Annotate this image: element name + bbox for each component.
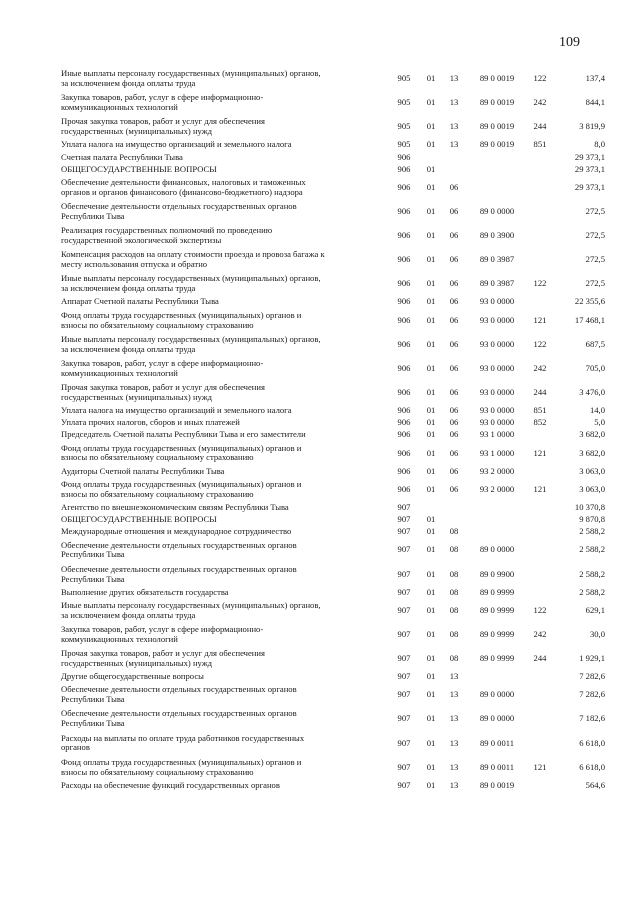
subsection-code: 08 (449, 604, 459, 615)
table-row (61, 647, 605, 671)
section-code: 01 (426, 73, 436, 84)
subsection-code: 13 (449, 761, 459, 772)
department-code: 907 (397, 586, 411, 597)
section-code: 01 (426, 544, 436, 555)
table-row (61, 151, 605, 163)
subsection-code: 06 (449, 405, 459, 416)
expense-type-code: 121 (533, 314, 547, 325)
row-description: Счетная палата Республики Тыва (61, 151, 183, 162)
target-article-code: 89 0 0019 (479, 73, 515, 84)
amount: 10 370,8 (574, 501, 605, 512)
section-code: 01 (426, 653, 436, 664)
table-row (61, 224, 605, 248)
section-code: 01 (426, 139, 436, 150)
table-row (61, 683, 605, 707)
row-description: Выполнение других обязательств государства (61, 586, 229, 597)
subsection-code: 13 (449, 73, 459, 84)
department-code: 905 (397, 97, 411, 108)
department-code: 907 (397, 544, 411, 555)
amount: 3 682,0 (579, 447, 605, 458)
row-description: Аудиторы Счетной палаты Республики Тыва (61, 465, 225, 476)
target-article-code: 93 0 0000 (479, 314, 515, 325)
section-code: 01 (426, 526, 436, 537)
subsection-code: 08 (449, 628, 459, 639)
target-article-code (467, 176, 527, 200)
amount: 29 373,1 (574, 151, 605, 162)
subsection-code: 06 (449, 314, 459, 325)
subsection-code: 06 (449, 296, 459, 307)
subsection-code: 08 (449, 586, 459, 597)
department-code: 905 (397, 73, 411, 84)
expense-type-code: 244 (533, 386, 547, 397)
subsection-code: 13 (449, 121, 459, 132)
section-code: 01 (426, 338, 436, 349)
department-code: 907 (397, 604, 411, 615)
target-article-code: 89 0 0000 (479, 689, 515, 700)
subsection-code: 06 (449, 338, 459, 349)
department-code: 906 (397, 338, 411, 349)
subsection-code: 08 (449, 653, 459, 664)
target-article-code: 89 0 0019 (479, 121, 515, 132)
department-code: 906 (397, 483, 411, 494)
table-row (61, 272, 605, 296)
department-code: 907 (397, 671, 411, 682)
subsection-code: 06 (449, 429, 459, 440)
department-code: 906 (397, 417, 411, 428)
section-code: 01 (426, 689, 436, 700)
table-row (61, 357, 605, 381)
page-number: 109 (559, 35, 580, 50)
amount: 2 588,2 (579, 544, 605, 555)
section-code: 01 (426, 483, 436, 494)
row-description: Аппарат Счетной палаты Республики Тыва (61, 296, 219, 307)
department-code: 905 (397, 121, 411, 132)
section-code: 01 (426, 163, 436, 174)
amount: 29 373,1 (574, 181, 605, 192)
row-description: Фонд оплаты труда государственных (муниципальных) органов и взносы по обязательному социальному страхованию (61, 442, 302, 463)
target-article-code: 89 0 0011 (479, 737, 515, 748)
department-code: 906 (397, 386, 411, 397)
row-description: Уплата прочих налогов, сборов и иных платежей (61, 417, 240, 428)
target-article-code (467, 671, 527, 683)
table-row (61, 417, 605, 429)
row-description: Уплата налога на имущество организаций и земельного налога (61, 139, 292, 150)
row-description: Закупка товаров, работ, услуг в сфере информационно- коммуникационных технологий (61, 92, 264, 113)
row-description: Иные выплаты персоналу государственных (муниципальных) органов, за исключением фонда оплаты труда (61, 68, 321, 89)
amount: 3 063,0 (579, 465, 605, 476)
expense-type-code (527, 176, 553, 200)
table-row (61, 164, 605, 176)
amount: 2 588,2 (579, 568, 605, 579)
department-code: 907 (397, 761, 411, 772)
row-description: Обеспечение деятельности отдельных государственных органов Республики Тыва (61, 201, 297, 221)
expense-type-code (527, 200, 553, 224)
expense-type-code (527, 683, 553, 707)
table-row (61, 139, 605, 151)
target-article-code: 93 0 0000 (479, 296, 515, 307)
expense-type-code (527, 224, 553, 248)
subsection-code: 08 (449, 526, 459, 537)
table-row (61, 200, 605, 224)
expense-type-code (527, 164, 553, 176)
table-row (61, 562, 605, 586)
row-description: Закупка товаров, работ, услуг в сфере информационно- коммуникационных технологий (61, 357, 264, 378)
section-code (421, 502, 441, 514)
table-row (61, 91, 605, 115)
expense-type-code (527, 731, 553, 755)
target-article-code: 93 1 0000 (479, 429, 515, 440)
department-code: 906 (397, 206, 411, 217)
expense-type-code (527, 296, 553, 308)
section-code: 01 (426, 779, 436, 790)
table-row (61, 296, 605, 308)
target-article-code: 89 0 0000 (479, 206, 515, 217)
table-row (61, 248, 605, 272)
subsection-code (441, 151, 467, 163)
department-code: 907 (397, 737, 411, 748)
row-description: Обеспечение деятельности отдельных государственных органов Республики Тыва (61, 708, 297, 729)
section-code: 01 (426, 405, 436, 416)
table-row (61, 623, 605, 647)
expense-type-code (527, 780, 553, 792)
subsection-code: 06 (449, 230, 459, 241)
section-code: 01 (426, 314, 436, 325)
department-code: 907 (397, 526, 411, 537)
subsection-code (441, 164, 467, 176)
subsection-code (441, 514, 467, 526)
section-code: 01 (426, 465, 436, 476)
section-code: 01 (426, 278, 436, 289)
expense-type-code: 122 (533, 278, 547, 289)
table-row (61, 502, 605, 514)
expense-type-code (527, 514, 553, 526)
target-article-code: 93 1 0000 (479, 447, 515, 458)
row-description: Фонд оплаты труда государственных (муниципальных) органов и взносы по обязательному социальному страхованию (61, 478, 302, 499)
target-article-code (467, 502, 527, 514)
amount: 3 476,0 (579, 386, 605, 397)
subsection-code: 06 (449, 362, 459, 373)
target-article-code: 89 0 9900 (479, 568, 515, 579)
row-description: Обеспечение деятельности отдельных государственных органов Республики Тыва (61, 539, 297, 560)
expense-type-code: 851 (533, 139, 547, 150)
table-row (61, 538, 605, 562)
subsection-code: 06 (449, 386, 459, 397)
expense-type-code (527, 248, 553, 272)
section-code: 01 (426, 447, 436, 458)
section-code: 01 (426, 671, 436, 682)
target-article-code: 89 0 0000 (479, 544, 515, 555)
expense-type-code: 121 (533, 483, 547, 494)
budget-table-body (61, 67, 605, 792)
subsection-code: 06 (449, 206, 459, 217)
row-description: Обеспечение деятельности отдельных государственных органов Республики Тыва (61, 684, 297, 705)
subsection-code: 08 (449, 544, 459, 555)
department-code: 906 (397, 254, 411, 265)
amount: 272,5 (585, 206, 605, 217)
subsection-code (441, 502, 467, 514)
target-article-code: 93 2 0000 (479, 483, 515, 494)
amount: 9 870,8 (579, 514, 605, 525)
expense-type-code (527, 707, 553, 731)
amount: 272,5 (585, 254, 605, 265)
expense-type-code: 852 (533, 417, 547, 428)
subsection-code: 13 (449, 139, 459, 150)
section-code: 01 (426, 181, 436, 192)
row-description: Агентство по внешнеэкономическим связям Республики Тыва (61, 501, 289, 512)
table-row (61, 707, 605, 731)
budget-table (61, 67, 605, 792)
department-code: 907 (397, 713, 411, 724)
amount: 29 373,1 (574, 163, 605, 174)
row-description: Реализация государственных полномочий по проведению государственной экологической экспертизы (61, 225, 273, 246)
department-code: 906 (397, 230, 411, 241)
row-description: Иные выплаты персоналу государственных (муниципальных) органов, за исключением фонда оплаты труда (61, 333, 321, 354)
table-row (61, 67, 605, 91)
table-row (61, 429, 605, 441)
section-code: 01 (426, 230, 436, 241)
expense-type-code (527, 526, 553, 538)
department-code: 907 (397, 628, 411, 639)
table-row (61, 176, 605, 200)
department-code: 907 (397, 779, 411, 790)
department-code: 906 (397, 314, 411, 325)
amount: 7 282,6 (579, 689, 605, 700)
department-code: 907 (397, 653, 411, 664)
target-article-code: 89 0 9999 (479, 653, 515, 664)
table-row (61, 599, 605, 623)
row-description: Прочая закупка товаров, работ и услуг для обеспечения государственных (муниципальных) нужд (61, 381, 265, 402)
row-description: Фонд оплаты труда государственных (муниципальных) органов и взносы по обязательному социальному страхованию (61, 309, 302, 330)
target-article-code: 89 0 0019 (479, 779, 515, 790)
subsection-code: 06 (449, 417, 459, 428)
subsection-code: 06 (449, 465, 459, 476)
expense-type-code: 851 (533, 405, 547, 416)
subsection-code: 13 (449, 689, 459, 700)
target-article-code: 89 0 0000 (479, 713, 515, 724)
expense-type-code: 244 (533, 121, 547, 132)
department-code: 906 (397, 296, 411, 307)
section-code: 01 (426, 568, 436, 579)
expense-type-code: 121 (533, 447, 547, 458)
target-article-code: 93 0 0000 (479, 338, 515, 349)
target-article-code: 93 0 0000 (479, 417, 515, 428)
row-description: Расходы на обеспечение функций государственных органов (61, 779, 280, 790)
section-code: 01 (426, 761, 436, 772)
department-code: 907 (397, 514, 411, 525)
table-row (61, 333, 605, 357)
amount: 14,0 (589, 405, 605, 416)
row-description: Председатель Счетной палаты Республики Тыва и его заместители (61, 429, 306, 440)
expense-type-code: 122 (533, 73, 547, 84)
table-row (61, 671, 605, 683)
amount: 6 618,0 (579, 737, 605, 748)
department-code: 906 (397, 181, 411, 192)
department-code: 906 (397, 429, 411, 440)
amount: 3 819,9 (579, 121, 605, 132)
section-code: 01 (426, 362, 436, 373)
subsection-code: 13 (449, 671, 459, 682)
row-description: Обеспечение деятельности финансовых, налоговых и таможенных органов и органов финансового (финансово-бюджетного) надзора (61, 177, 306, 197)
row-description: Прочая закупка товаров, работ и услуг для обеспечения государственных (муниципальных) нужд (61, 116, 265, 137)
row-description: Иные выплаты персоналу государственных (муниципальных) органов, за исключением фонда оплаты труда (61, 273, 321, 294)
expense-type-code (527, 151, 553, 163)
table-row (61, 405, 605, 417)
department-code: 907 (397, 689, 411, 700)
target-article-code: 89 0 0019 (479, 139, 515, 150)
target-article-code (467, 514, 527, 526)
target-article-code: 89 0 9999 (479, 628, 515, 639)
expense-type-code: 242 (533, 97, 547, 108)
row-description: Уплата налога на имущество организаций и земельного налога (61, 405, 292, 416)
amount: 564,6 (585, 779, 605, 790)
department-code: 906 (397, 278, 411, 289)
table-row (61, 587, 605, 599)
expense-type-code: 122 (533, 338, 547, 349)
table-row (61, 756, 605, 780)
department-code: 906 (397, 465, 411, 476)
row-description: ОБЩЕГОСУДАРСТВЕННЫЕ ВОПРОСЫ (61, 514, 217, 525)
subsection-code: 06 (449, 181, 459, 192)
target-article-code: 89 0 9999 (479, 604, 515, 615)
expense-type-code (527, 538, 553, 562)
department-code: 905 (397, 139, 411, 150)
amount: 8,0 (594, 139, 605, 150)
table-row (61, 526, 605, 538)
section-code: 01 (426, 121, 436, 132)
subsection-code: 06 (449, 483, 459, 494)
amount: 17 468,1 (574, 314, 605, 325)
target-article-code: 89 0 0011 (479, 761, 515, 772)
target-article-code: 93 2 0000 (479, 465, 515, 476)
target-article-code: 89 0 0019 (479, 97, 515, 108)
section-code: 01 (426, 417, 436, 428)
section-code: 01 (426, 737, 436, 748)
subsection-code: 06 (449, 278, 459, 289)
department-code: 906 (397, 362, 411, 373)
target-article-code: 89 0 9999 (479, 586, 515, 597)
table-row (61, 478, 605, 502)
expense-type-code (527, 466, 553, 478)
table-row (61, 731, 605, 755)
expense-type-code: 242 (533, 362, 547, 373)
row-description: ОБЩЕГОСУДАРСТВЕННЫЕ ВОПРОСЫ (61, 163, 217, 174)
table-row (61, 466, 605, 478)
department-code: 907 (397, 501, 411, 512)
table-row (61, 381, 605, 405)
section-code: 01 (426, 514, 436, 525)
expense-type-code: 122 (533, 604, 547, 615)
amount: 6 618,0 (579, 761, 605, 772)
row-description: Обеспечение деятельности отдельных государственных органов Республики Тыва (61, 563, 297, 584)
section-code: 01 (426, 97, 436, 108)
row-description: Прочая закупка товаров, работ и услуг для обеспечения государственных (муниципальных) нужд (61, 648, 265, 668)
department-code: 906 (397, 151, 411, 162)
section-code: 01 (426, 386, 436, 397)
target-article-code: 89 0 3987 (479, 254, 515, 265)
amount: 705,0 (585, 362, 605, 373)
expense-type-code (527, 587, 553, 599)
row-description: Международные отношения и международное сотрудничество (61, 526, 292, 537)
department-code: 906 (397, 405, 411, 416)
subsection-code: 13 (449, 97, 459, 108)
row-description: Иные выплаты персоналу государственных (муниципальных) органов, за исключением фонда оплаты труда (61, 599, 321, 620)
section-code: 01 (426, 586, 436, 597)
expense-type-code: 121 (533, 761, 547, 772)
section-code: 01 (426, 206, 436, 217)
department-code: 906 (397, 447, 411, 458)
amount: 22 355,6 (574, 296, 605, 307)
department-code: 906 (397, 163, 411, 174)
amount: 5,0 (594, 417, 605, 428)
subsection-code: 06 (449, 447, 459, 458)
expense-type-code: 242 (533, 628, 547, 639)
subsection-code: 06 (449, 254, 459, 265)
target-article-code: 93 0 0000 (479, 362, 515, 373)
target-article-code: 89 0 3900 (479, 230, 515, 241)
target-article-code (467, 164, 527, 176)
target-article-code (467, 526, 527, 538)
expense-type-code (527, 429, 553, 441)
amount: 2 588,2 (579, 586, 605, 597)
table-row (61, 309, 605, 333)
table-row (61, 115, 605, 139)
amount: 7 282,6 (579, 671, 605, 682)
expense-type-code: 244 (533, 653, 547, 664)
department-code: 907 (397, 568, 411, 579)
row-description: Другие общегосударственные вопросы (61, 671, 204, 682)
table-row (61, 780, 605, 792)
expense-type-code (527, 502, 553, 514)
expense-type-code (527, 671, 553, 683)
subsection-code: 13 (449, 713, 459, 724)
row-description: Расходы на выплаты по оплате труда работников государственных органов (61, 732, 305, 753)
table-row (61, 514, 605, 526)
subsection-code: 13 (449, 779, 459, 790)
table-row (61, 441, 605, 465)
row-description: Компенсация расходов на оплату стоимости проезда и провоза багажа к месту использования отпуска и обратно (61, 249, 325, 270)
row-description: Фонд оплаты труда государственных (муниципальных) органов и взносы по обязательному социальному страхованию (61, 756, 302, 777)
amount: 272,5 (585, 230, 605, 241)
amount: 2 588,2 (579, 526, 605, 537)
amount: 137,4 (585, 73, 605, 84)
expense-type-code (527, 562, 553, 586)
amount: 1 929,1 (579, 653, 605, 664)
section-code: 01 (426, 429, 436, 440)
section-code (421, 151, 441, 163)
amount: 3 682,0 (579, 429, 605, 440)
amount: 3 063,0 (579, 483, 605, 494)
row-description: Закупка товаров, работ, услуг в сфере информационно- коммуникационных технологий (61, 624, 264, 644)
section-code: 01 (426, 254, 436, 265)
section-code: 01 (426, 296, 436, 307)
target-article-code: 93 0 0000 (479, 386, 515, 397)
target-article-code: 89 0 3987 (479, 278, 515, 289)
amount: 629,1 (585, 604, 605, 615)
amount: 687,5 (585, 338, 605, 349)
amount: 272,5 (585, 278, 605, 289)
target-article-code: 93 0 0000 (479, 405, 515, 416)
target-article-code (467, 151, 527, 163)
section-code: 01 (426, 713, 436, 724)
section-code: 01 (426, 604, 436, 615)
subsection-code: 08 (449, 568, 459, 579)
section-code: 01 (426, 628, 436, 639)
subsection-code: 13 (449, 737, 459, 748)
amount: 844,1 (585, 97, 605, 108)
amount: 7 182,6 (579, 713, 605, 724)
amount: 30,0 (589, 628, 605, 639)
